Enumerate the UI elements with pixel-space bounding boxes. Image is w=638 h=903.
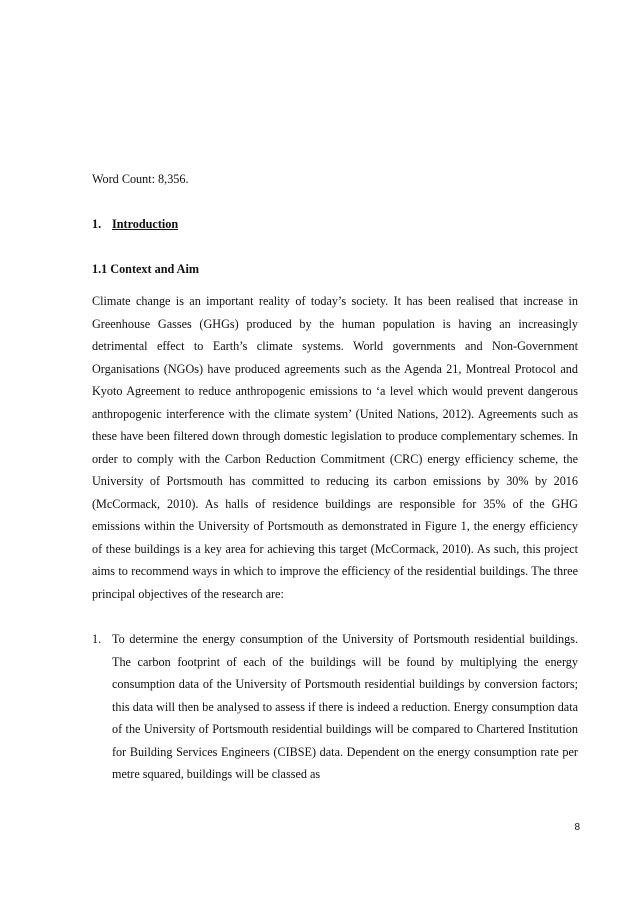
section-number: 1. [92,217,102,231]
section-title: Introduction [112,217,179,231]
word-count: Word Count: 8,356. [92,172,189,186]
list-marker: 1. [92,632,102,646]
list-item-text: To determine the energy consumption of the University of Portsmouth residential buildings. The carbon footprint of each of the buildings will be found by multiplying the energy consumption data of the University of Portsmouth residential buildings by conversion factors; this data will then be analysed to assess if there is indeed a reduction. Energy consumption data of the University of Portsmouth residential buildings will be compared to Chartered Institution for Building Services Engineers (CIBSE) data. Dependent on the energy consumption rate per metre squared, buildings will be classed as [112,632,578,781]
section-heading [92,214,578,234]
objectives-list [92,628,578,786]
page-number: 8 [574,822,580,833]
list-item [92,628,578,786]
subsection-heading: 1.1 Context and Aim [92,262,199,276]
body-paragraph: Climate change is an important reality of today’s society. It has been realised that increase in Greenhouse Gasses (GHGs) produced by the human population is having an increasingly detrimental effect to Earth’s climate systems. World governments and Non-Government Organisations (NGOs) have produced agreements such as the Agenda 21, Montreal Protocol and Kyoto Agreement to reduce anthropogenic emissions to ‘a level which would prevent dangerous anthropogenic interference with the climate system’ (United Nations, 2012). Agreements such as these have been filtered down through domestic legislation to produce complementary schemes. In order to comply with the Carbon Reduction Commitment (CRC) energy efficiency scheme, the University of Portsmouth has committed to reducing its carbon emissions by 30% by 2016 (McCormack, 2010). As halls of residence buildings are responsible for 35% of the GHG emissions within the University of Portsmouth as demonstrated in Figure 1, the energy efficiency of these buildings is a key area for achieving this target (McCormack, 2010). As such, this project aims to recommend ways in which to improve the efficiency of the residential buildings. The three principal objectives of the research are: [92,294,578,601]
